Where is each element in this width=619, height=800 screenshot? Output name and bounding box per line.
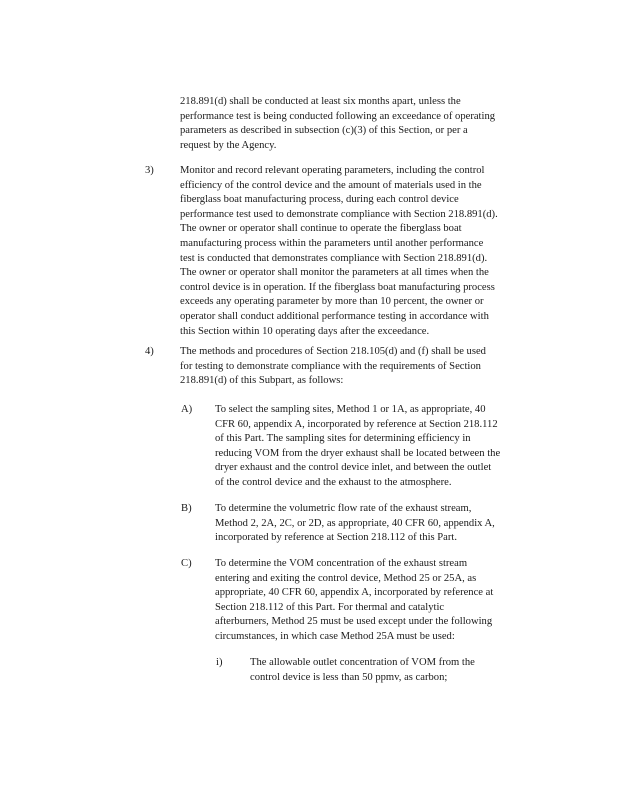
text-line: The owner or operator shall monitor the parameters at all times when the xyxy=(180,267,489,279)
text-line: request by the Agency. xyxy=(180,139,277,151)
text-line: efficiency of the control device and the amount of materials used in the xyxy=(180,179,482,191)
text-line: performance test is being conducted following an exceedance of operating xyxy=(180,110,496,122)
item-b-label: B) xyxy=(181,503,192,514)
text-line: dryer exhaust and the control device inlet, and between the outlet xyxy=(215,462,492,474)
text-line: To determine the volumetric flow rate of the exhaust stream, xyxy=(215,503,472,514)
text-line: fiberglass boat manufacturing process, during each control device xyxy=(180,194,459,206)
text-line: of the control device and the exhaust to the atmosphere. xyxy=(215,476,452,488)
text-line: performance test used to demonstrate compliance with Section 218.891(d). xyxy=(180,208,498,220)
item-4-paragraph xyxy=(180,345,486,389)
item-a-label: A) xyxy=(181,404,193,415)
text-line: for testing to demonstrate compliance with the requirements of Section xyxy=(180,360,481,372)
text-line: of this Part. The sampling sites for determining efficiency in xyxy=(215,433,471,445)
text-line: To determine the VOM concentration of the exhaust stream xyxy=(215,558,468,569)
item-b-paragraph xyxy=(215,502,495,546)
text-line: CFR 60, appendix A, incorporated by reference at Section 218.112 xyxy=(215,418,498,430)
item-c-label: C) xyxy=(181,558,192,569)
text-line: control device is less than 50 ppmv, as carbon; xyxy=(250,671,448,683)
text-line: control device is in operation. If the fiberglass boat manufacturing process xyxy=(180,281,495,293)
text-line: The methods and procedures of Section 218.105(d) and (f) shall be used xyxy=(180,346,486,357)
text-line: Method 2, 2A, 2C, or 2D, as appropriate, 40 CFR 60, appendix A, xyxy=(215,517,495,529)
item-3-paragraph xyxy=(180,164,498,339)
text-line: To select the sampling sites, Method 1 or 1A, as appropriate, 40 xyxy=(215,404,486,415)
text-line: exceeds any operating parameter by more than 10 percent, the owner or xyxy=(180,296,484,308)
text-line: test is conducted that demonstrates compliance with Section 218.891(d). xyxy=(180,252,488,264)
text-line: manufacturing process within the parameters until another performance xyxy=(180,237,484,249)
text-line: The allowable outlet concentration of VOM from the xyxy=(250,657,475,668)
text-line: Section 218.112 of this Part. For thermal and catalytic xyxy=(215,601,445,613)
item-a-paragraph xyxy=(215,403,500,491)
text-line: afterburners, Method 25 must be used except under the following xyxy=(215,616,493,628)
item-c-i-label: i) xyxy=(216,657,223,668)
text-line: The owner or operator shall continue to operate the fiberglass boat xyxy=(180,223,462,235)
item-3-label: 3) xyxy=(145,165,154,176)
text-line: reducing VOM from the dryer exhaust shall be located between the xyxy=(215,447,501,459)
text-line: entering and exiting the control device, Method 25 or 25A, as xyxy=(215,572,477,584)
text-line: incorporated by reference at Section 218.112 of this Part. xyxy=(215,532,458,544)
item-c-i-paragraph xyxy=(250,656,475,685)
text-line: 218.891(d) of this Subpart, as follows: xyxy=(180,375,344,387)
intro-paragraph xyxy=(180,95,495,153)
text-line: 218.891(d) shall be conducted at least six months apart, unless the xyxy=(180,96,461,107)
text-line: appropriate, 40 CFR 60, appendix A, incorporated by reference at xyxy=(215,587,494,599)
text-line: circumstances, in which case Method 25A must be used: xyxy=(215,630,455,642)
item-c-paragraph xyxy=(215,557,493,645)
text-line: parameters as described in subsection (c)(3) of this Section, or per a xyxy=(180,125,468,137)
item-4-label: 4) xyxy=(145,346,154,357)
text-line: operator shall conduct additional performance testing in accordance with xyxy=(180,310,489,322)
text-line: Monitor and record relevant operating parameters, including the control xyxy=(180,165,485,176)
text-line: this Section within 10 operating days after the exceedance. xyxy=(180,325,430,337)
